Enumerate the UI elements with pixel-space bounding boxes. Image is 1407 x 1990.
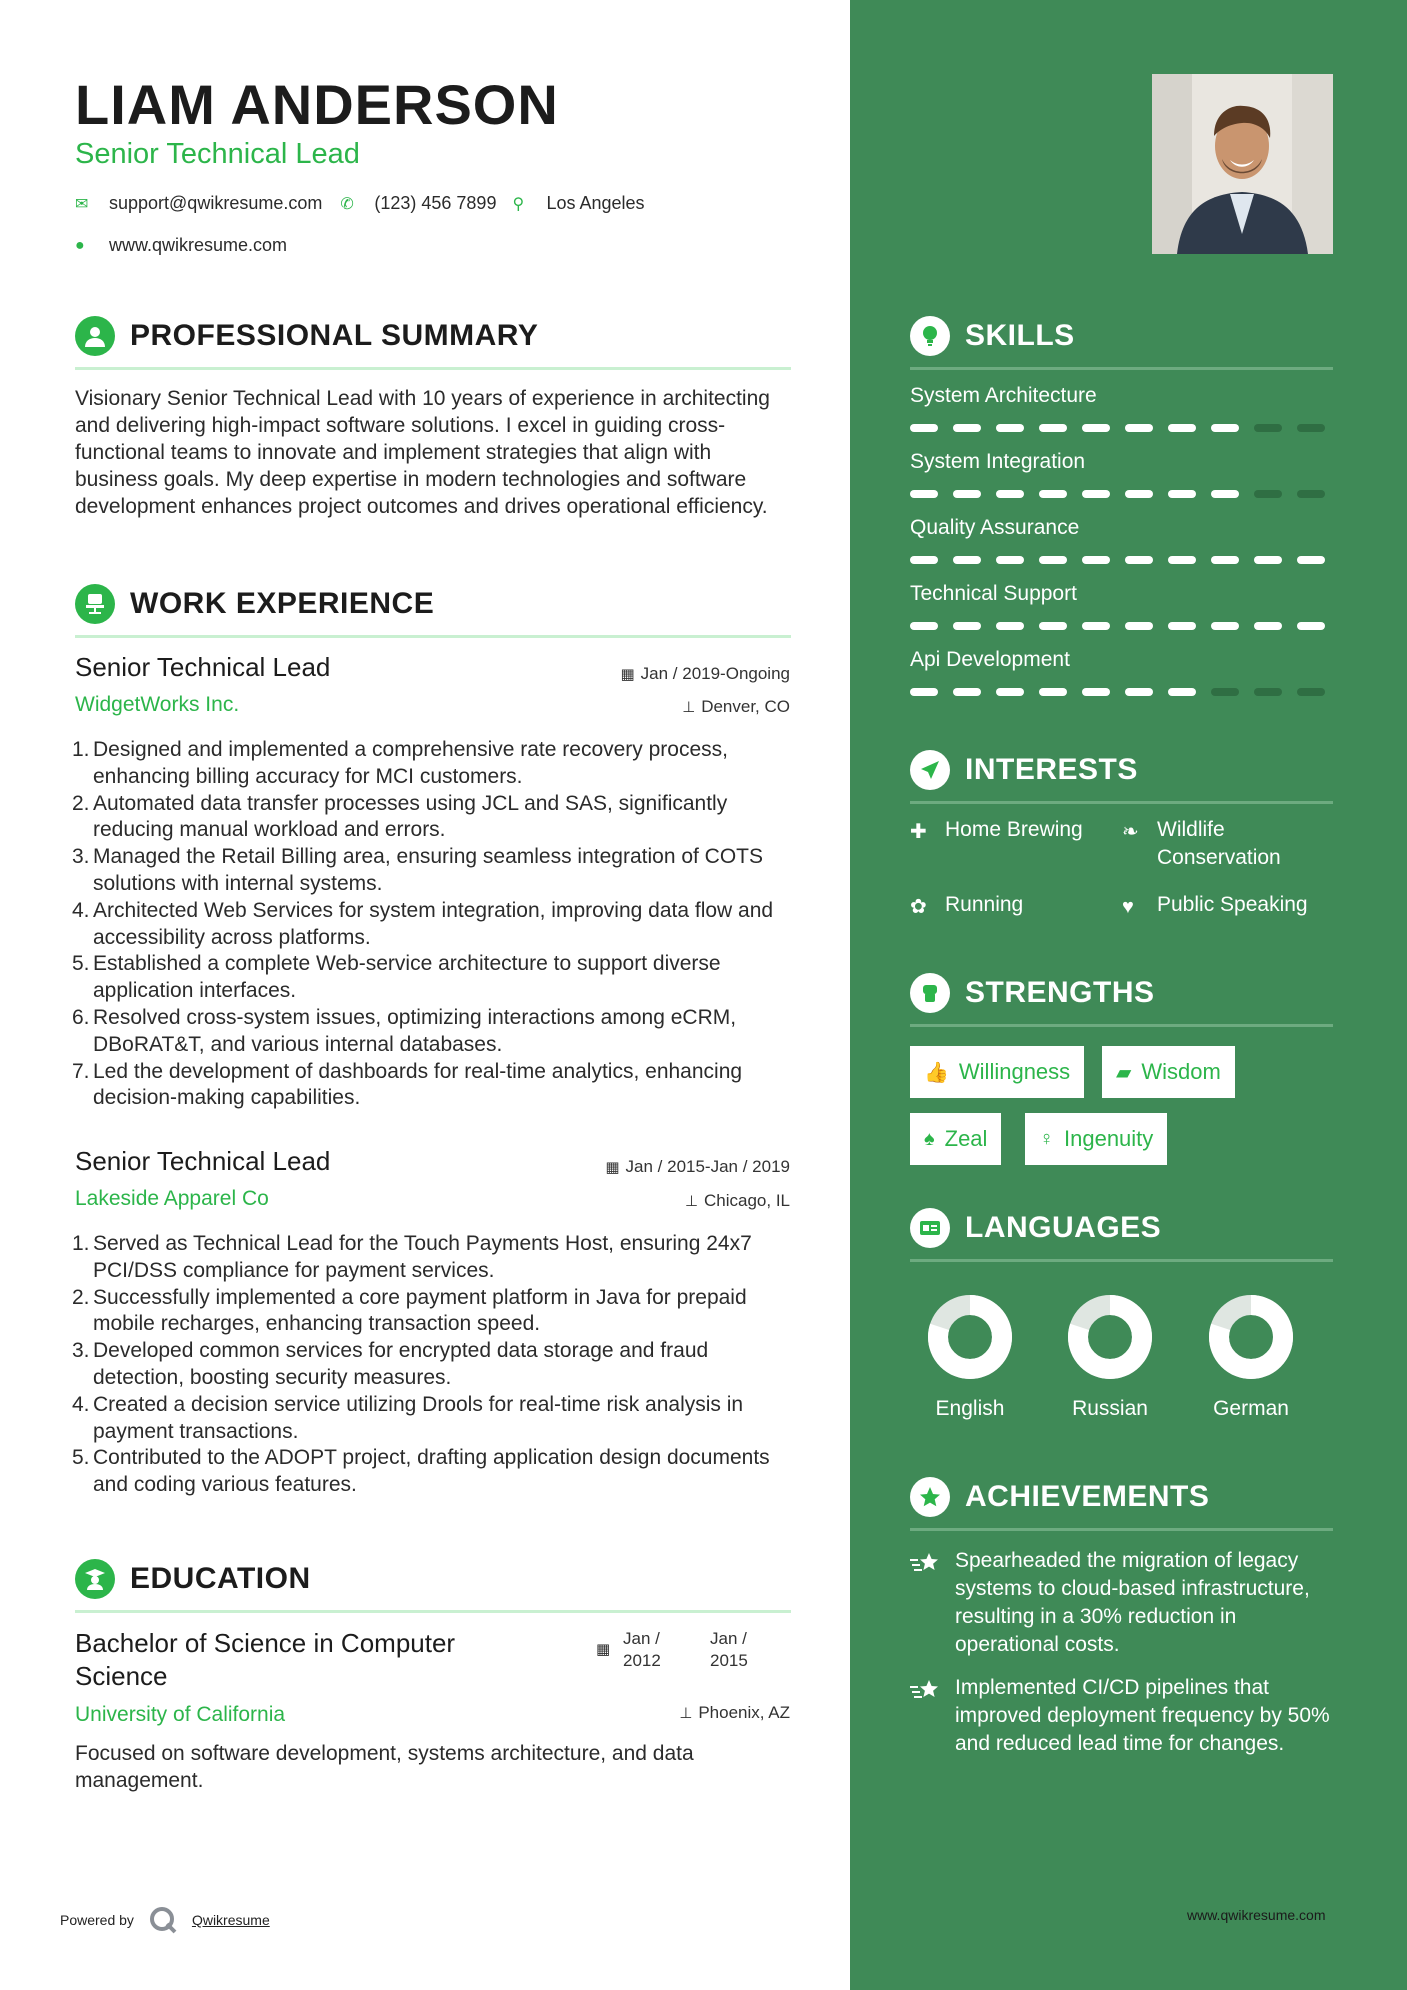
job-title: Senior Technical Lead — [75, 1146, 331, 1176]
edu-description: Focused on software development, systems architecture, and data management. — [75, 1742, 694, 1792]
proficiency-donut — [1067, 1294, 1153, 1380]
rating-dot-empty — [1297, 424, 1325, 432]
pushpin-icon: ⊥ — [679, 1705, 693, 1722]
rating-dot-filled — [996, 424, 1024, 432]
list-item: 6. Resolved cross-system issues, optimizing interactions among eCRM, DBoRAT&T, and various internal databases. — [72, 1005, 737, 1056]
rating-dot-filled — [1039, 688, 1067, 696]
rating-dot-filled — [1168, 622, 1196, 630]
rating-dot-filled — [1297, 622, 1325, 630]
rating-dot-filled — [1082, 556, 1110, 564]
office-chair-icon — [75, 584, 115, 624]
rating-dot-filled — [1168, 556, 1196, 564]
rating-dot-filled — [1082, 688, 1110, 696]
language-item: Russian — [1050, 1294, 1170, 1421]
globe-icon: ● — [75, 236, 85, 254]
rating-dot-filled — [1125, 622, 1153, 630]
rating-dot-filled — [910, 556, 938, 564]
list-item: 3. Managed the Retail Billing area, ensuring seamless integration of COTS solutions with internal systems. — [72, 845, 764, 895]
experience-heading: WORK EXPERIENCE — [75, 582, 791, 638]
rating-dot-empty — [1297, 490, 1325, 498]
candidate-name: LIAM ANDERSON — [75, 73, 559, 136]
languages-heading: LANGUAGES — [910, 1206, 1333, 1262]
list-item: 1. Served as Technical Lead for the Touch Payments Host, ensuring 24x7 PCI/DSS compliance for payment services. — [72, 1232, 752, 1282]
rating-dot-filled — [1039, 556, 1067, 564]
rating-dot-empty — [1211, 688, 1239, 696]
list-item: 2. Automated data transfer processes using JCL and SAS, significantly reducing manual workload and errors. — [72, 791, 728, 842]
paw-icon: ✿ — [910, 896, 927, 918]
education-heading: EDUCATION — [75, 1557, 791, 1613]
strength-chip: ♀ Ingenuity — [1025, 1113, 1167, 1165]
skill-rating — [910, 556, 1333, 564]
phone-icon: ✆ — [340, 195, 354, 213]
envelope-icon: ✉ — [75, 195, 89, 213]
rating-dot-filled — [910, 490, 938, 498]
job-bullets — [72, 1231, 797, 1499]
puzzle-icon: ✚ — [910, 821, 927, 843]
edu-end-date: Jan / 2015 — [710, 1629, 748, 1670]
skill-rating — [910, 490, 1333, 498]
rating-dot-filled — [1168, 490, 1196, 498]
rating-dot-filled — [1039, 490, 1067, 498]
graduate-icon — [75, 1559, 115, 1599]
footer-powered-by: Powered by Qwikresume — [60, 1905, 270, 1935]
leaf-icon: ❧ — [1122, 821, 1139, 843]
calendar-icon: ▦ — [620, 666, 635, 683]
strengths-heading: STRENGTHS — [910, 971, 1333, 1027]
user-icon — [75, 316, 115, 356]
degree-title: Bachelor of Science in Computer Science — [75, 1628, 456, 1691]
paper-plane-icon — [910, 750, 950, 790]
job-location: ⊥ Chicago, IL — [684, 1191, 790, 1210]
rating-dot-filled — [1211, 490, 1239, 498]
summary-heading: PROFESSIONAL SUMMARY — [75, 314, 791, 370]
list-item: 7. Led the development of dashboards for real-time analytics, enhancing decision-making capabilities. — [72, 1059, 743, 1110]
summary-text: Visionary Senior Technical Lead with 10 years of experience in architecting and delivering high-impact software solutions. I excel in guiding cross-functional teams to innovate and implement strategies that align with business goals. My deep expertise in modern technologies and software development enhances project outcomes and drives operational efficiency. — [75, 387, 770, 518]
rating-dot-filled — [996, 622, 1024, 630]
skill-row: System Architecture — [910, 384, 1333, 432]
qwikresume-link[interactable]: Qwikresume — [191, 1912, 270, 1928]
lightbulb-icon — [910, 316, 950, 356]
phone-text: (123) 456 7899 — [374, 193, 497, 213]
company-name: Lakeside Apparel Co — [75, 1187, 269, 1210]
footer-website[interactable]: www.qwikresume.com — [1187, 1907, 1326, 1923]
rating-dot-filled — [1254, 556, 1282, 564]
pushpin-icon: ⊥ — [684, 1193, 698, 1210]
rating-dot-empty — [1254, 688, 1282, 696]
rating-dot-filled — [1039, 424, 1067, 432]
rating-dot-filled — [1211, 556, 1239, 564]
shooting-star-icon — [910, 1678, 942, 1704]
proficiency-donut — [927, 1294, 1013, 1380]
rating-dot-filled — [1082, 424, 1110, 432]
strength-chip: 👍 Willingness — [910, 1046, 1084, 1098]
strength-chip: ♠ Zeal — [910, 1113, 1001, 1165]
rating-dot-filled — [996, 688, 1024, 696]
rating-dot-filled — [1125, 688, 1153, 696]
rating-dot-empty — [1254, 490, 1282, 498]
list-item: 1. Designed and implemented a comprehensive rate recovery process, enhancing billing accuracy for MCI customers. — [72, 738, 728, 788]
skill-rating — [910, 424, 1333, 432]
rating-dot-filled — [1039, 622, 1067, 630]
job-title: Senior Technical Lead — [75, 652, 331, 682]
achievements-heading: ACHIEVEMENTS — [910, 1475, 1333, 1531]
strength-chip: ▰ Wisdom — [1102, 1046, 1235, 1098]
rating-dot-filled — [1168, 424, 1196, 432]
rating-dot-filled — [953, 490, 981, 498]
job-dates: ▦ Jan / 2015-Jan / 2019 — [605, 1157, 790, 1176]
rating-dot-filled — [910, 424, 938, 432]
rating-dot-filled — [1254, 622, 1282, 630]
lightbulb-icon: ♀ — [1039, 1127, 1054, 1150]
rating-dot-filled — [953, 556, 981, 564]
job-dates: ▦ Jan / 2019-Ongoing — [620, 664, 790, 683]
website-link[interactable]: www.qwikresume.com — [109, 235, 288, 255]
star-icon — [910, 1477, 950, 1517]
website-row — [75, 235, 287, 256]
rating-dot-filled — [1297, 556, 1325, 564]
rating-dot-filled — [1125, 556, 1153, 564]
school-name: University of California — [75, 1703, 286, 1726]
email-link[interactable]: support@qwikresume.com — [109, 193, 323, 213]
skill-row: Api Development — [910, 648, 1333, 696]
rating-dot-filled — [953, 688, 981, 696]
language-item: English — [910, 1294, 1030, 1421]
list-item: 5. Established a complete Web-service architecture to support diverse application interfaces. — [72, 952, 721, 1003]
interests-heading: INTERESTS — [910, 748, 1333, 804]
skill-row: System Integration — [910, 450, 1333, 498]
rating-dot-filled — [1168, 688, 1196, 696]
rating-dot-filled — [910, 622, 938, 630]
calendar-icon: ▦ — [596, 1641, 611, 1658]
shooting-star-icon — [910, 1551, 942, 1577]
heartbeat-icon: ♥ — [1122, 896, 1134, 918]
rating-dot-filled — [1125, 424, 1153, 432]
location-text: Los Angeles — [546, 193, 645, 213]
rating-dot-empty — [1297, 688, 1325, 696]
rating-dot-empty — [1254, 424, 1282, 432]
pushpin-icon: ⊥ — [682, 699, 696, 716]
job-bullets — [72, 737, 797, 1112]
rating-dot-filled — [1082, 490, 1110, 498]
rating-dot-filled — [910, 688, 938, 696]
rating-dot-filled — [953, 424, 981, 432]
skills-heading: SKILLS — [910, 314, 1333, 370]
fist-icon — [910, 973, 950, 1013]
profile-photo — [1152, 74, 1333, 254]
job-location: ⊥ Denver, CO — [682, 697, 790, 716]
list-item: 4. Created a decision service utilizing Drools for real-time risk analysis in payment transactions. — [72, 1392, 744, 1443]
skill-row: Technical Support — [910, 582, 1333, 630]
rating-dot-filled — [1211, 622, 1239, 630]
book-icon: ▰ — [1116, 1061, 1132, 1084]
language-icon — [910, 1208, 950, 1248]
rating-dot-filled — [996, 490, 1024, 498]
rating-dot-filled — [953, 622, 981, 630]
language-item: German — [1191, 1294, 1311, 1421]
rating-dot-filled — [1211, 424, 1239, 432]
edu-location: ⊥ Phoenix, AZ — [679, 1703, 790, 1722]
company-name: WidgetWorks Inc. — [75, 693, 240, 716]
list-item: 2. Successfully implemented a core payment platform in Java for prepaid mobile recharges, enhancing transaction speed. — [72, 1285, 747, 1336]
skill-row: Quality Assurance — [910, 516, 1333, 564]
rating-dot-filled — [1082, 622, 1110, 630]
edu-start-date: Jan / 2012 — [623, 1629, 661, 1670]
rating-dot-filled — [1125, 490, 1153, 498]
candidate-title: Senior Technical Lead — [75, 138, 360, 170]
proficiency-donut — [1208, 1294, 1294, 1380]
list-item: 3. Developed common services for encrypted data storage and fraud detection, boosting security measures. — [72, 1339, 709, 1389]
skill-rating — [910, 688, 1333, 696]
rating-dot-filled — [996, 556, 1024, 564]
skill-rating — [910, 622, 1333, 630]
map-pin-icon: ⚲ — [512, 195, 525, 213]
thumbs-up-icon: 👍 — [924, 1061, 949, 1084]
list-item: 5. Contributed to the ADOPT project, drafting application design documents and coding various features. — [72, 1446, 770, 1497]
fire-icon: ♠ — [924, 1127, 935, 1150]
qwikresume-logo-icon — [148, 1905, 178, 1935]
calendar-icon: ▦ — [605, 1159, 620, 1176]
list-item: 4. Architected Web Services for system integration, improving data flow and accessibility across platforms. — [72, 898, 774, 949]
contact-row — [75, 193, 645, 214]
